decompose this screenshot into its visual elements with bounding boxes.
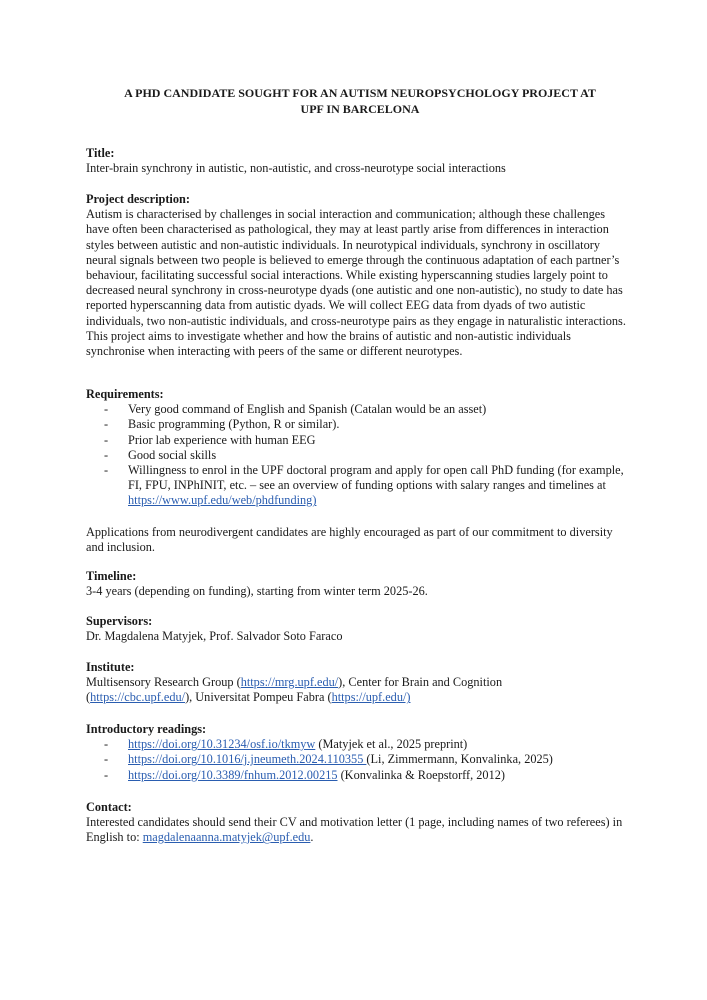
dash-bullet: - [104, 447, 109, 462]
document-title-line-1: A PHD CANDIDATE SOUGHT FOR AN AUTISM NEUROPSYCHOLOGY PROJECT AT [124, 86, 596, 100]
readings-section [86, 722, 631, 783]
title-heading: Title: [86, 146, 115, 160]
timeline-section [86, 569, 631, 599]
institute-heading: Institute: [86, 660, 135, 674]
dash-bullet: - [104, 417, 109, 432]
document-title-line-2: UPF IN BARCELONA [300, 102, 420, 116]
reading-link[interactable]: https://doi.org/10.3389/fnhum.2012.00215 [128, 767, 338, 782]
project-description-section [86, 192, 631, 359]
contact-message: Interested candidates should send their CV and motivation letter (1 page, including names of two referees) in English to: [86, 815, 623, 845]
reading-link[interactable]: https://doi.org/10.1016/j.jneumeth.2024.110355 [128, 752, 367, 767]
institute-text-part: ), Center for Brain and Cognition ( [86, 675, 503, 705]
reading-item [86, 752, 631, 767]
title-section [86, 146, 631, 176]
requirements-list [86, 402, 631, 508]
institute-section [86, 660, 506, 706]
contact-text [86, 815, 631, 845]
dash-bullet: - [104, 767, 109, 782]
requirement-text: Prior lab experience with human EEG [128, 432, 316, 447]
requirement-item [86, 433, 631, 448]
reading-item [86, 768, 631, 783]
dash-bullet: - [104, 752, 109, 767]
reading-item [86, 737, 631, 752]
requirement-text: Willingness to enrol in the UPF doctoral program and apply for open call PhD funding (for example, FI, FPU, INPhINIT, etc. – see an overview of funding options with salary ranges and timelines at [128, 463, 624, 493]
requirement-item [86, 463, 631, 509]
timeline-text: 3-4 years (depending on funding), starting from winter term 2025-26. [86, 584, 428, 599]
requirement-text: Very good command of English and Spanish (Catalan would be an asset) [128, 402, 487, 417]
reading-citation: (Li, Zimmermann, Konvalinka, 2025) [366, 752, 553, 767]
project-description-heading: Project description: [86, 192, 190, 206]
readings-heading: Introductory readings: [86, 722, 207, 736]
dash-bullet: - [104, 402, 109, 417]
applications-note-section [86, 525, 631, 555]
supervisors-section [86, 614, 631, 644]
dash-bullet: - [104, 737, 109, 752]
institute-text-part: ), Universitat Pompeu Fabra ( [185, 690, 332, 705]
mrg-link[interactable]: https://mrg.upf.edu/ [240, 675, 339, 690]
reading-citation: (Matyjek et al., 2025 preprint) [315, 737, 468, 752]
cbc-link[interactable]: https://cbc.upf.edu/ [90, 690, 186, 705]
project-description-text: Autism is characterised by challenges in social interaction and communication; although these challenges have often been characterised as pathological, they may at least partly arise from differences in interaction styles between autistic and non-autistic individuals. In neurotypical individuals, synchrony in oscillatory neural signals between two people is believed to emerge through the continuous adaptation of each partner’s behaviour, facilitating successful social interactions. While existing hyperscanning studies largely point to decreased neural synchrony in cross-neurotype dyads (one autistic and one non-autistic), no study to date has reported hyperscanning data from autistic dyads. We will collect EEG data from dyads of two autistic individuals, two non-autistic individuals, and cross-neurotype pairs as they engage in naturalistic interactions. This project aims to investigate whether and how the brains of autistic and non-autistic individuals synchronise when interacting with peers of the same or different neurotypes. [86, 207, 626, 359]
contact-end: . [310, 830, 314, 845]
institute-text-part: Multisensory Research Group ( [86, 675, 241, 690]
applications-note-text: Applications from neurodivergent candidates are highly encouraged as part of our commitment to diversity and inclusion. [86, 525, 613, 555]
timeline-heading: Timeline: [86, 569, 137, 583]
requirement-item [86, 448, 631, 463]
reading-link[interactable]: https://doi.org/10.31234/osf.io/tkmyw [128, 737, 316, 752]
requirement-text: Basic programming (Python, R or similar). [128, 417, 340, 432]
contact-section [86, 800, 631, 846]
contact-heading: Contact: [86, 800, 132, 814]
dash-bullet: - [104, 432, 109, 447]
requirement-text: Good social skills [128, 447, 217, 462]
dash-bullet: - [104, 463, 109, 478]
reading-citation: (Konvalinka & Roepstorff, 2012) [337, 767, 505, 782]
document-title [60, 85, 660, 117]
supervisors-text: Dr. Magdalena Matyjek, Prof. Salvador Soto Faraco [86, 629, 343, 644]
phd-funding-link[interactable]: https://www.upf.edu/web/phdfunding) [128, 493, 317, 508]
requirements-section [86, 387, 631, 509]
institute-text [86, 675, 506, 705]
project-title-text: Inter-brain synchrony in autistic, non-autistic, and cross-neurotype social interactions [86, 161, 506, 176]
contact-email-link[interactable]: magdalenaanna.matyjek@upf.edu [142, 830, 311, 845]
supervisors-heading: Supervisors: [86, 614, 153, 628]
upf-link[interactable]: https://upf.edu/) [331, 690, 411, 705]
requirements-heading: Requirements: [86, 387, 164, 401]
requirement-item [86, 417, 631, 432]
requirement-item [86, 402, 631, 417]
readings-list [86, 737, 631, 783]
